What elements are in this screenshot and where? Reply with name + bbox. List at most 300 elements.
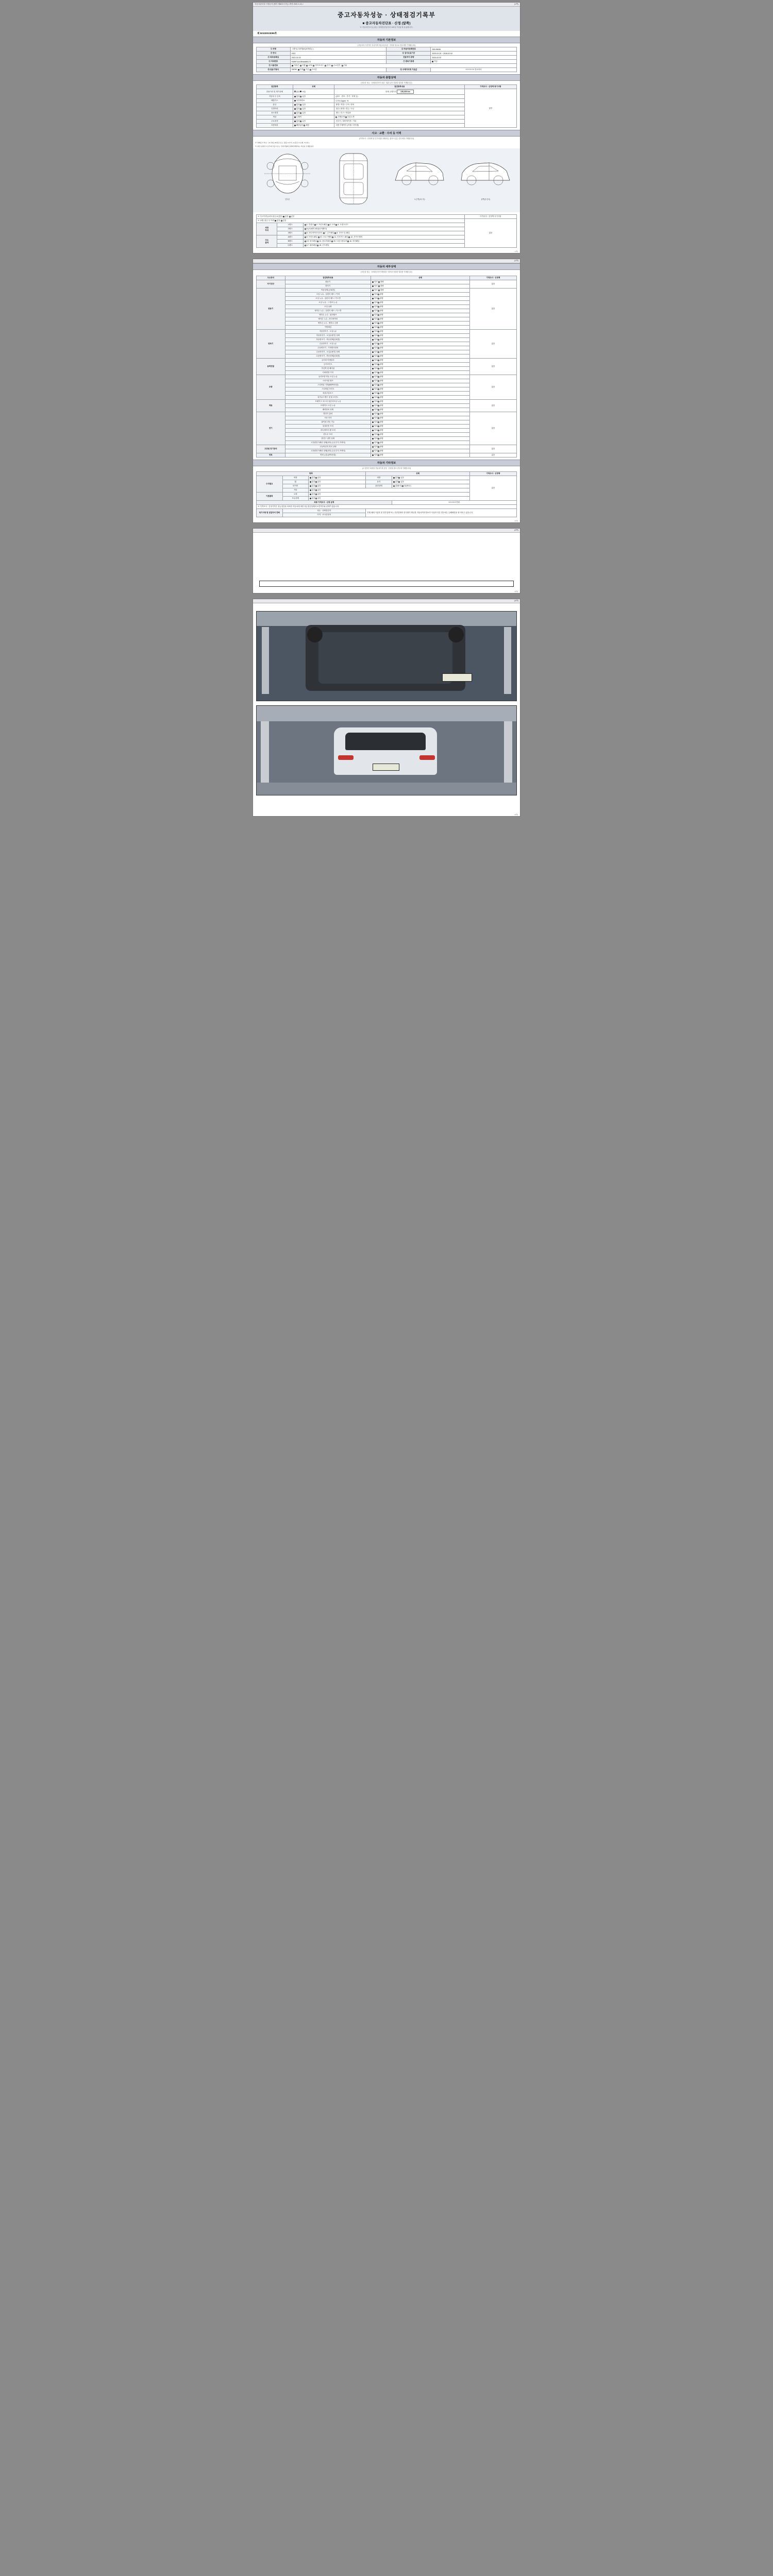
opt-1: 뒤(좌/우) (404, 485, 411, 487)
opt-0: 없음 (296, 104, 300, 106)
checkbox-part-8[interactable] (334, 232, 336, 234)
checkbox-bad[interactable] (378, 314, 379, 316)
checkbox-bad[interactable] (378, 405, 379, 406)
state-brake-0 (371, 400, 470, 404)
checkbox-recall-yes[interactable] (304, 125, 305, 126)
item-trans-4: 수동변속기 - 기어변속장치 (285, 346, 371, 350)
checkbox-part-7[interactable] (323, 232, 325, 234)
section-overall-body (253, 84, 520, 130)
checkbox-good[interactable] (372, 368, 374, 369)
state-elec-3 (371, 425, 470, 429)
row-detail-mileage (334, 89, 465, 95)
checkbox-bad[interactable] (378, 302, 379, 303)
checkbox-good[interactable] (372, 409, 374, 411)
state-elec-5 (371, 433, 470, 437)
section-other-body (253, 470, 520, 519)
item-engine-3: 오일 누유 - 그 밖의 누유 (285, 301, 371, 305)
checkbox-part-12[interactable] (348, 236, 350, 238)
opt-0: 없음 (296, 120, 300, 122)
opt-bad: 불량 (379, 380, 383, 382)
checkbox-part-3[interactable] (328, 224, 329, 226)
page-note: ※ 자동차인도일 (성능·상태점검일부터 120일 이내) 에 유효합니다. (360, 26, 413, 28)
checkbox-part-6[interactable] (305, 232, 306, 234)
row-label-emission: 배출가스 (257, 99, 293, 103)
checkbox-good[interactable] (372, 380, 374, 382)
checkbox-bad[interactable] (378, 446, 379, 448)
opt-1: 있음 (317, 489, 321, 491)
opt-good: 양호 (374, 425, 378, 427)
state-elec-7 (371, 441, 470, 445)
checkbox-fuel-diesel[interactable] (300, 65, 301, 66)
other-state-tirepos (392, 484, 470, 488)
state-engine-4 (371, 305, 470, 309)
checkbox-color-original[interactable] (294, 116, 296, 118)
opt-good: 양호 (374, 293, 378, 295)
total-price-label: 최종 가격조사 · 산정 금액 (257, 501, 392, 505)
checkbox-part-17[interactable] (305, 245, 306, 246)
table-row (257, 509, 517, 513)
checkbox-good[interactable] (372, 446, 374, 448)
checkbox-bad[interactable] (378, 401, 379, 402)
checkbox-bad[interactable] (378, 454, 379, 456)
item-steer-1: 스티어링 펌프 (285, 379, 371, 383)
guarantee-title (263, 583, 510, 584)
part-1: 2. 프런트패널 (316, 224, 327, 226)
opt-bad: 불량 (379, 367, 383, 369)
checkbox-bad[interactable] (378, 281, 380, 283)
checkbox-front[interactable] (393, 485, 395, 487)
checkbox-bad[interactable] (378, 393, 379, 394)
page-footer-1: (1쪽) (514, 250, 518, 252)
checkbox-part-11[interactable] (332, 236, 333, 238)
section-accident-title: 사고 · 교환 · 수리 등 이력 (253, 130, 520, 137)
table-header-row (257, 276, 517, 280)
price-electric: 없음 (470, 412, 517, 445)
table-row (257, 445, 517, 449)
checkbox-bad[interactable] (378, 294, 379, 295)
checkbox-yes[interactable] (398, 477, 400, 479)
opt-bad: 불량 (379, 355, 383, 357)
checkbox-good[interactable] (372, 285, 374, 287)
item-steer-2: 스티어링 기어(MDPS포함) (285, 383, 371, 387)
checkbox-part-1[interactable] (305, 224, 306, 226)
col-detail: 점검항목내용 (334, 85, 465, 89)
checkbox-repair-yes[interactable] (281, 220, 282, 222)
checkbox-usage-yes[interactable] (300, 112, 301, 114)
checkbox-good[interactable] (372, 331, 374, 332)
other-state-interior (392, 476, 470, 480)
state-trans-2 (371, 338, 470, 342)
checkbox-history-yes[interactable] (300, 108, 301, 110)
fuel-option-2: LPG (308, 64, 312, 66)
opt-good: 양호 (374, 454, 378, 456)
item-elec-4: 라디에이터 팬 모터 (285, 429, 371, 433)
checkbox-good[interactable] (372, 323, 374, 324)
other-item-etc: 기타 (282, 488, 309, 493)
checkbox-good[interactable] (372, 351, 374, 353)
label-year: ③ 연식 (257, 52, 291, 56)
checkbox-part-13[interactable] (305, 241, 306, 242)
accident-remark-value: 없음 (465, 219, 517, 248)
checkbox-good[interactable] (372, 426, 374, 427)
price-powertrain: 없음 (470, 359, 517, 375)
part-3: 12. 사이드멤버 (350, 236, 362, 238)
checkbox-options-none[interactable] (294, 121, 296, 122)
checkbox-color-single[interactable] (298, 69, 299, 71)
checkbox-mileage-normal[interactable] (300, 91, 301, 92)
checkbox-none[interactable] (310, 489, 311, 491)
checkbox-good[interactable] (372, 318, 374, 320)
state-steer-4 (371, 392, 470, 396)
checkbox-good[interactable] (372, 442, 374, 444)
opt-1: 있음 (302, 120, 306, 122)
state-elec-6 (371, 437, 470, 441)
opt-1: 있음 (400, 481, 405, 483)
checkbox-good[interactable] (372, 355, 374, 357)
checkbox-tuning-yes[interactable] (300, 104, 301, 106)
row-detail-recall: 리콜 이행여부 (이행 / 미이행) (334, 124, 465, 128)
checkbox-part-18[interactable] (317, 245, 318, 246)
checkbox-none[interactable] (310, 485, 311, 487)
state-hv-1 (371, 449, 470, 453)
checkbox-bad[interactable] (378, 331, 379, 332)
checkbox-bad[interactable] (378, 347, 379, 349)
row-detail-options: 선루프 / 내비게이션 / 기타 (334, 120, 465, 124)
checkbox-bad[interactable] (378, 339, 379, 341)
checkbox-bad[interactable] (378, 290, 380, 291)
checkbox-yes[interactable] (315, 498, 317, 499)
checkbox-fuel-hydrogen[interactable] (331, 65, 333, 66)
parts-rank-2: 2랭크 (277, 227, 304, 231)
state-trans-6 (371, 354, 470, 359)
opt-1: 있음 (400, 477, 405, 479)
opt-bad: 불량 (380, 285, 384, 287)
opt-good: 양호 (374, 421, 378, 423)
checkbox-none[interactable] (393, 481, 395, 483)
checkbox-good[interactable] (372, 290, 374, 291)
checkbox-good[interactable] (372, 310, 374, 312)
checkbox-good[interactable] (372, 302, 374, 303)
checkbox-bad[interactable] (378, 380, 379, 382)
checkbox-good[interactable] (372, 388, 374, 390)
part-3: 16. 리어패널 (349, 240, 360, 242)
checkbox-fuel-hybrid[interactable] (313, 65, 314, 66)
checkbox-part-15[interactable] (331, 241, 333, 242)
checkbox-bad[interactable] (378, 409, 379, 411)
checkbox-bad[interactable] (378, 310, 379, 312)
checkbox-fuel-gasoline[interactable] (292, 65, 293, 66)
checkbox-bad[interactable] (378, 413, 379, 415)
disclaimer-text: 진행 매매 사업자 및 진단업체 또는 진단업체의 종사원이 제공한 자동차이력정보가 사실과 다른 경우에는 손해배상을 청구할 수 있습니다. (366, 509, 517, 517)
table-row (257, 400, 517, 404)
checkbox-part-10[interactable] (318, 236, 320, 238)
checkbox-history-none[interactable] (294, 108, 296, 110)
checkbox-bad[interactable] (378, 421, 379, 423)
page-number-1: (1쪽) (514, 3, 518, 5)
opt-bad: 불량 (380, 289, 384, 291)
section-detail-body (253, 274, 520, 460)
row-label-color: 색상 (257, 115, 293, 120)
section-overall-title: 자동차 종합상태 (253, 74, 520, 81)
checkbox-bad[interactable] (378, 306, 379, 308)
car-view-right (388, 150, 450, 200)
checkbox-good[interactable] (372, 364, 374, 365)
opt-bad: 불량 (379, 301, 383, 303)
state-selfdiag-engine (371, 280, 470, 284)
checkbox-good[interactable] (372, 294, 374, 295)
checkbox-usage-none[interactable] (294, 112, 296, 114)
opt-bad: 불량 (379, 314, 383, 316)
photo-underbody (256, 611, 517, 701)
checkbox-bad[interactable] (378, 343, 379, 345)
checkbox-bad[interactable] (378, 450, 379, 452)
opt-bad: 불량 (379, 297, 383, 299)
state-brake-1 (371, 404, 470, 408)
checkbox-color-three[interactable] (310, 69, 311, 71)
total-price-value: 0 0 0 0 0 만원 (392, 501, 516, 505)
checkbox-yes[interactable] (398, 481, 400, 483)
opt-bad: 불량 (379, 351, 383, 353)
row-detail-color (334, 115, 465, 120)
checkbox-good[interactable] (372, 417, 374, 419)
checkbox-good[interactable] (372, 454, 374, 456)
opt-bad: 불량 (379, 437, 383, 439)
opt-bad: 불량 (379, 347, 383, 349)
table-row (257, 89, 517, 95)
col-item: 점검항목 (257, 85, 293, 89)
checkbox-rear[interactable] (402, 485, 404, 487)
section-detail-sub: (자동차 성능 · 상태점검자가 해당되는 항목을 점검한 결과를 기재합니다) (361, 271, 412, 273)
checkbox-none[interactable] (310, 494, 311, 495)
value-year: 2022 (290, 52, 386, 56)
checkbox-mileage-many[interactable] (294, 91, 296, 92)
table-row (257, 476, 517, 480)
car-diagram-row (256, 150, 517, 210)
checkbox-bad[interactable] (378, 360, 379, 361)
value-platenum: 335-05636 (431, 47, 517, 52)
parts-rank-1: 1랭크 (277, 223, 304, 227)
value-fuel (290, 64, 516, 68)
item-engine-7: 냉각수 누수 - 라디에이터 (285, 317, 371, 321)
col-state: 상태 (371, 276, 470, 280)
state-power-3 (371, 371, 470, 375)
checkbox-part-4[interactable] (335, 224, 337, 226)
checkbox-good[interactable] (372, 327, 374, 328)
form-header-bar-3 (253, 529, 520, 533)
checkbox-bad[interactable] (378, 298, 379, 299)
checkbox-good[interactable] (372, 347, 374, 349)
checkbox-bad[interactable] (378, 426, 379, 427)
accident-legend-2: ※ 하단 보험사고 유무에 기준으로는 기재 차량의 상태에 해당하는 부분을 기재합니다. (255, 145, 314, 147)
item-hv-1: 고전원전기배선 상태(피복,손상,부식,커넥터) (285, 449, 371, 453)
form-header-bar-2 (253, 259, 520, 263)
photo-gallery (253, 608, 520, 799)
checkbox-yes[interactable] (315, 485, 317, 487)
checkbox-bad[interactable] (378, 364, 379, 365)
item-fuel-0: 연료누출 (LPG포함) (285, 453, 371, 457)
state-elec-1 (371, 416, 470, 420)
opt-good: 양호 (374, 388, 378, 390)
parts-rank-c: C랭크 (277, 244, 304, 248)
parts-rank-3: 3랭크 (277, 231, 304, 235)
car-view-caption-top (322, 208, 384, 210)
other-item-tire: 타이어 (282, 484, 309, 488)
guarantee-box (259, 581, 514, 587)
checkbox-good[interactable] (372, 405, 374, 406)
checkbox-bad[interactable] (378, 438, 379, 439)
checkbox-part-16[interactable] (347, 241, 349, 242)
state-trans-1 (371, 334, 470, 338)
checkbox-color-partial[interactable] (345, 116, 347, 118)
checkbox-bad[interactable] (378, 327, 379, 328)
checkbox-none[interactable] (310, 498, 311, 499)
checkbox-none[interactable] (310, 481, 311, 483)
checkbox-good[interactable] (372, 306, 374, 308)
checkbox-emission-co[interactable] (294, 100, 296, 101)
opt-good: 양호 (374, 314, 378, 316)
notice-title (253, 533, 520, 538)
checkbox-accident-none[interactable] (283, 216, 284, 217)
checkbox-recall-na[interactable] (294, 125, 296, 126)
car-diagram (253, 148, 520, 212)
row-detail-usage: 렌트 / 리스 / 영업용 (334, 111, 465, 115)
parts-items-b (303, 240, 464, 244)
group-selfdiag: 자기진단 (257, 280, 285, 289)
table-row (257, 56, 517, 60)
price-brake: 없음 (470, 400, 517, 412)
checkbox-reg-none[interactable] (294, 96, 296, 97)
checkbox-good[interactable] (372, 384, 374, 386)
table-row (257, 215, 517, 219)
checkbox-transmission-auto[interactable] (432, 61, 433, 62)
opt-bad: 불량 (379, 442, 383, 444)
opt-bad: 불량 (379, 326, 383, 328)
value-engine (290, 68, 386, 72)
checkbox-bad[interactable] (378, 442, 379, 444)
opt-bad: 불량 (379, 388, 383, 390)
checkbox-good[interactable] (372, 438, 374, 439)
opt-0: 무채색 (296, 116, 301, 118)
col-remark: 가격조사 · 산정액 특기사항 (464, 85, 516, 89)
color-option-0: 단색 (299, 69, 304, 71)
checkbox-bad[interactable] (378, 376, 379, 378)
checkbox-yes[interactable] (315, 489, 317, 491)
other-info-table (256, 471, 517, 517)
checkbox-fuel-etc[interactable] (342, 65, 343, 66)
other-state-wheel (309, 480, 366, 484)
item-power-1: 등속조인트 (285, 363, 371, 367)
checkbox-good[interactable] (372, 376, 374, 378)
checkbox-tuning-none[interactable] (294, 104, 296, 106)
checkbox-good[interactable] (372, 413, 374, 415)
item-brake-0: 브레이크 마스터 실린더오일 누유 (285, 400, 371, 404)
opt-0: 없음 (312, 477, 315, 479)
checkbox-yes[interactable] (315, 477, 317, 479)
checkbox-repair-none[interactable] (275, 220, 276, 222)
opt-bad: 불량 (379, 409, 383, 411)
other-cat-basic: 기본품목 (257, 493, 283, 501)
item-trans-1: 자동변속기 - 오일유량 및 상태 (285, 334, 371, 338)
checkbox-bad[interactable] (378, 323, 379, 324)
checkbox-good[interactable] (372, 281, 374, 283)
checkbox-good[interactable] (372, 421, 374, 423)
checkbox-good[interactable] (372, 397, 374, 398)
overall-remark: 없음 (464, 89, 516, 128)
checkbox-good[interactable] (372, 360, 374, 361)
checkbox-good[interactable] (372, 339, 374, 341)
ceiling-band (257, 612, 516, 626)
checkbox-accident-yes[interactable] (289, 216, 291, 217)
checkbox-reg-yes[interactable] (300, 96, 301, 97)
checkbox-bad[interactable] (378, 388, 379, 390)
opt-0: 앞(좌/우) (395, 485, 402, 487)
checkbox-good[interactable] (372, 314, 374, 316)
opt-bad: 불량 (379, 363, 383, 365)
checkbox-good[interactable] (372, 434, 374, 435)
checkbox-none[interactable] (393, 477, 395, 479)
checkbox-part-9[interactable] (305, 236, 306, 238)
opt-good: 양호 (374, 318, 378, 320)
item-engine-2: 오일 누유 - 실린더 헤드 / 가스켓 (285, 297, 371, 301)
checkbox-bad[interactable] (378, 372, 379, 374)
checkbox-bad[interactable] (378, 397, 379, 398)
checkbox-bad[interactable] (378, 434, 379, 435)
checkbox-bad[interactable] (378, 368, 379, 369)
checkbox-yes[interactable] (315, 494, 317, 495)
checkbox-options-yes[interactable] (300, 121, 301, 122)
checkbox-part-2[interactable] (314, 224, 316, 226)
checkbox-bad[interactable] (378, 355, 379, 357)
checkbox-bad[interactable] (378, 335, 379, 336)
checkbox-bad[interactable] (378, 285, 380, 287)
checkbox-good[interactable] (372, 430, 374, 431)
checkbox-good[interactable] (372, 298, 374, 299)
parts-items-1 (303, 223, 464, 227)
item-engine-6: 냉각수 누수 - 워터펌프 (285, 313, 371, 317)
basic-info-table (256, 47, 517, 72)
opt-bad: 불량 (379, 400, 383, 402)
value-engine-code: G6DM (291, 69, 297, 71)
other-item-interior: 내장 (366, 476, 392, 480)
checkbox-bad[interactable] (378, 351, 379, 353)
opt-1: 있음 (302, 104, 306, 106)
checkbox-bad[interactable] (378, 384, 379, 386)
other-item-dent: 요철 (282, 493, 309, 497)
checkbox-good[interactable] (372, 393, 374, 394)
taillight-left (338, 755, 354, 760)
checkbox-bad[interactable] (378, 417, 379, 419)
checkbox-good[interactable] (372, 450, 374, 452)
part-0: 13. 대시패널 (306, 240, 317, 242)
checkbox-fuel-ev[interactable] (325, 65, 326, 66)
label-platenum: ② 자동차등록번호 (386, 47, 431, 52)
checkbox-yes[interactable] (315, 481, 317, 483)
checkbox-bad[interactable] (378, 430, 379, 431)
checkbox-good[interactable] (372, 335, 374, 336)
label-engine: ⑩ 원동기형식 (257, 68, 291, 72)
checkbox-good[interactable] (372, 372, 374, 374)
checkbox-good[interactable] (372, 343, 374, 345)
checkbox-bad[interactable] (378, 318, 379, 320)
checkbox-part-5[interactable] (305, 228, 306, 230)
value-odometer: 0 0 0 0 0 0 킬로미터 (431, 68, 517, 72)
checkbox-part-14[interactable] (317, 241, 318, 242)
document-number (253, 31, 520, 37)
checkbox-none[interactable] (310, 477, 311, 479)
rear-window (345, 733, 426, 750)
checkbox-good[interactable] (372, 401, 374, 402)
section-accident-sub: (가격조사 · 산정액 및 특기사항은 해당되는 항목이 있는 경우에만 기재합니다) (359, 138, 414, 140)
